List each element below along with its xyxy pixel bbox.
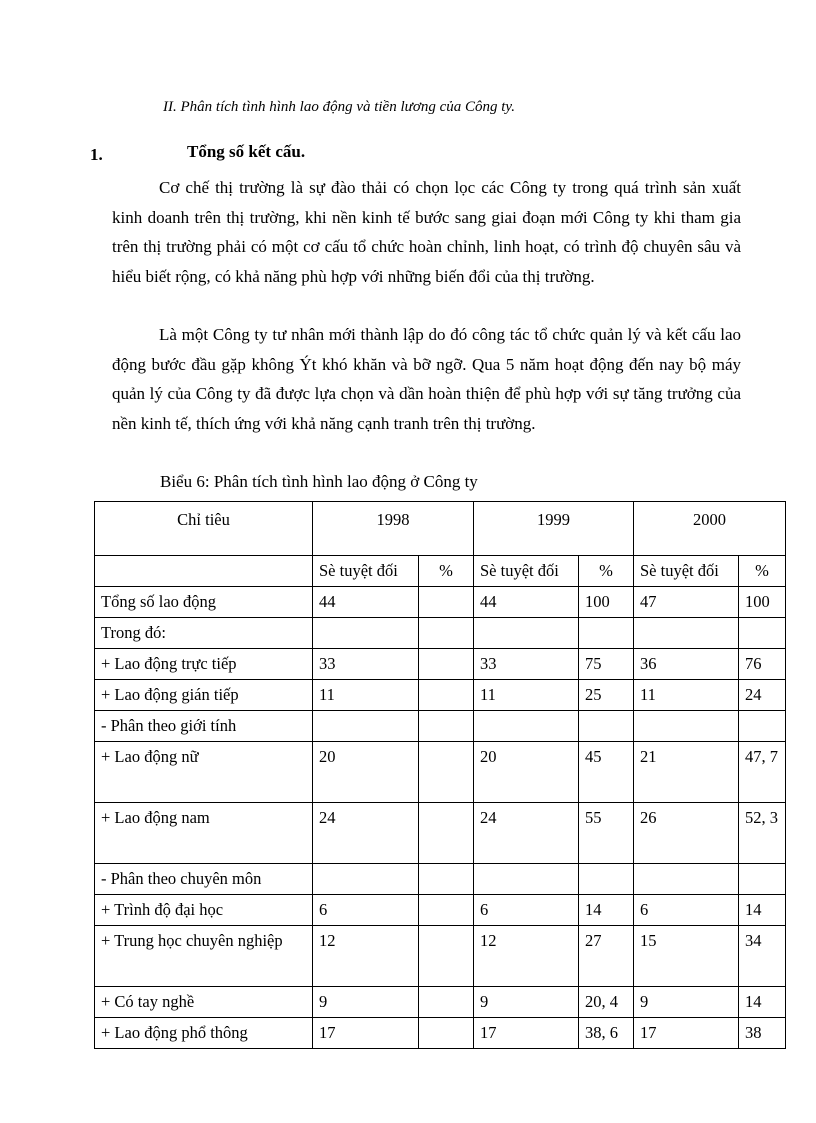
table-cell [313,864,419,895]
row-label: + Trung học chuyên nghiệp [95,926,313,987]
table-cell: 24 [474,803,579,864]
table-cell [579,864,634,895]
row-label: + Lao động nữ [95,742,313,803]
table-cell: 6 [634,895,739,926]
table-cell: 33 [474,649,579,680]
row-label: + Lao động trực tiếp [95,649,313,680]
table-row [95,987,786,1018]
table-cell: 6 [313,895,419,926]
table-cell [474,711,579,742]
table-cell [579,711,634,742]
table-cell: 11 [313,680,419,711]
table-row [95,680,786,711]
table-row [95,803,786,864]
table-cell [419,680,474,711]
table-cell [634,864,739,895]
table-cell: 26 [634,803,739,864]
sub-header: % [739,556,786,587]
table-cell: 52, 3 [739,803,786,864]
table-cell: 38, 6 [579,1018,634,1049]
table-cell: 27 [579,926,634,987]
table-cell [739,864,786,895]
table-cell: 100 [579,587,634,618]
row-label: - Phân theo giới tính [95,711,313,742]
table-cell: 9 [474,987,579,1018]
table-cell: 12 [313,926,419,987]
table-cell: 36 [634,649,739,680]
table-row [95,1018,786,1049]
table-cell: 75 [579,649,634,680]
table-cell: 11 [634,680,739,711]
table-cell: 34 [739,926,786,987]
table-caption: Biểu 6: Phân tích tình hình lao động ở Công ty [160,472,478,491]
year-header: 1998 [313,502,474,556]
table-row [95,864,786,895]
table-cell [313,618,419,649]
table-cell [419,711,474,742]
table-cell: 9 [634,987,739,1018]
table-cell: 44 [313,587,419,618]
sub-header: Sè tuyệt đối [474,556,579,587]
table-cell [474,864,579,895]
table-cell [579,618,634,649]
row-label: + Lao động gián tiếp [95,680,313,711]
table-cell: 21 [634,742,739,803]
row-label: - Phân theo chuyên môn [95,864,313,895]
table-cell: 25 [579,680,634,711]
table-cell: 24 [313,803,419,864]
table-cell [419,926,474,987]
table-cell [95,556,313,587]
row-label: + Lao động nam [95,803,313,864]
table-cell [419,803,474,864]
item-title: Tổng số kết cấu. [187,142,306,161]
table-row [95,618,786,649]
table-row [95,742,786,803]
table-cell: 47 [634,587,739,618]
table-cell: 20 [474,742,579,803]
section-title: II. Phân tích tình hình lao động và tiền lương của Công ty. [163,99,515,115]
sub-header: Sè tuyệt đối [634,556,739,587]
table-cell: 100 [739,587,786,618]
sub-header: Sè tuyệt đối [313,556,419,587]
table-cell: 17 [634,1018,739,1049]
table-row [95,926,786,987]
table-cell: 76 [739,649,786,680]
table-cell: 24 [739,680,786,711]
paragraph: Là một Công ty tư nhân mới thành lập do đó công tác tổ chức quản lý và kết cấu lao động bước đầu gặp không Ýt khó khăn và bỡ ngỡ. Qua 5 năm hoạt động đến nay bộ máy quản lý của Công ty đã được lựa chọn và dần hoàn thiện để phù hợp với sự tăng trưởng của nền kinh tế, thích ứng với khả năng cạnh tranh trên thị trường. [112,325,741,433]
table-cell [419,618,474,649]
table-cell [419,987,474,1018]
row-label: + Có tay nghề [95,987,313,1018]
table-cell [419,895,474,926]
table-cell [474,618,579,649]
table-cell: 14 [739,987,786,1018]
table-cell: 17 [313,1018,419,1049]
table-cell: 9 [313,987,419,1018]
table-cell [313,711,419,742]
table-cell: 12 [474,926,579,987]
header-label: Chỉ tiêu [95,502,313,556]
table-cell: 20, 4 [579,987,634,1018]
table-cell [634,618,739,649]
table-cell [419,649,474,680]
row-label: Trong đó: [95,618,313,649]
table-cell: 15 [634,926,739,987]
table-cell: 14 [579,895,634,926]
row-label: + Trình độ đại học [95,895,313,926]
table-cell [634,711,739,742]
sub-header: % [579,556,634,587]
table-cell [419,587,474,618]
table-cell: 55 [579,803,634,864]
row-label: + Lao động phổ thông [95,1018,313,1049]
paragraph: Cơ chế thị trường là sự đào thải có chọn lọc các Công ty trong quá trình sản xuất kinh doanh trên thị trường, khi nền kinh tế bước sang giai đoạn mới Công ty khi tham gia trên thị trường phải có một cơ cấu tổ chức hoàn chỉnh, linh hoạt, có trình độ chuyên sâu và hiểu biết rộng, có khả năng phù hợp với những biến đổi của thị trường. [112,178,741,286]
table-cell [739,711,786,742]
table-cell: 45 [579,742,634,803]
year-header: 1999 [474,502,634,556]
table-row [95,649,786,680]
table-cell: 20 [313,742,419,803]
table-cell [419,1018,474,1049]
table-cell: 47, 7 [739,742,786,803]
table-header-row [95,502,786,556]
table-row [95,587,786,618]
table-cell [419,864,474,895]
table-cell: 38 [739,1018,786,1049]
table-cell: 11 [474,680,579,711]
table-cell: 44 [474,587,579,618]
labor-table [94,501,786,1049]
table-row [95,711,786,742]
year-header: 2000 [634,502,786,556]
table-row [95,895,786,926]
table-cell [419,742,474,803]
table-cell: 33 [313,649,419,680]
sub-header: % [419,556,474,587]
table-cell: 6 [474,895,579,926]
table-cell [739,618,786,649]
table-subheader-row [95,556,786,587]
table-cell: 14 [739,895,786,926]
table-cell: 17 [474,1018,579,1049]
item-number: 1. [90,145,103,164]
row-label: Tổng số lao động [95,587,313,618]
